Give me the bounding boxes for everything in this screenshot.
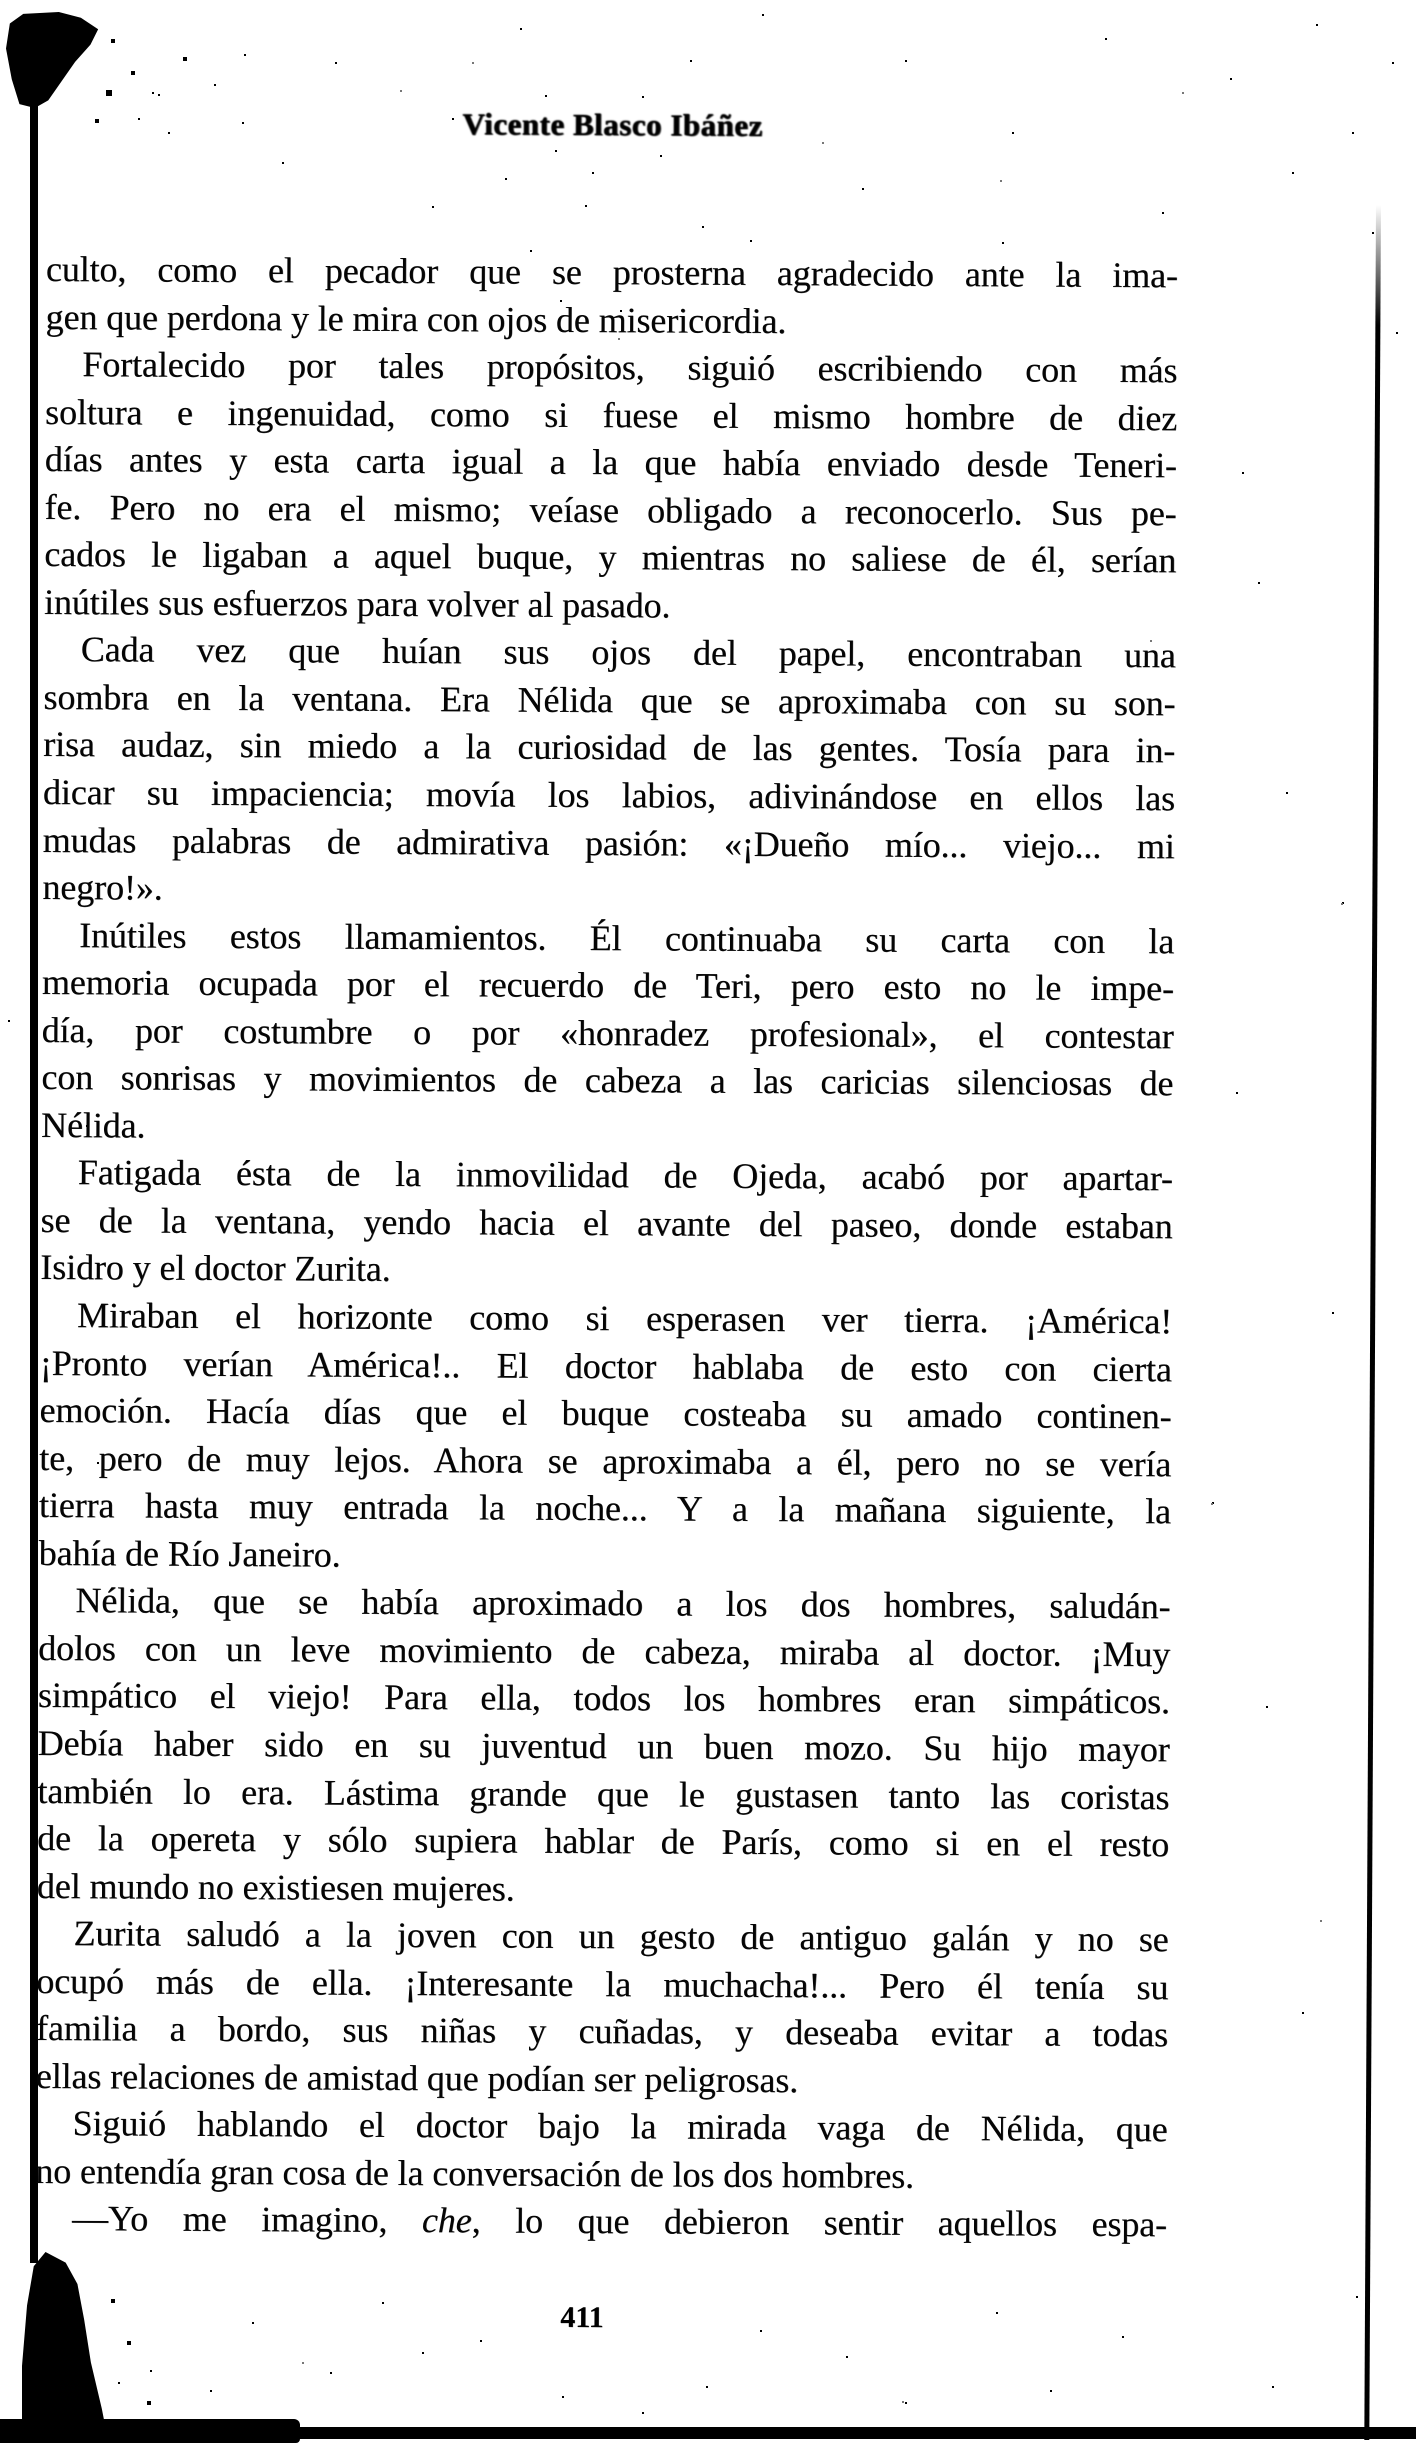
text-line: también lo era. Lástima grande que le gustasen tanto las coristas xyxy=(37,1770,1170,1817)
text-line: del mundo no existiesen mujeres. xyxy=(36,1865,515,1909)
paragraph xyxy=(36,1910,1169,2107)
text-line: día, por costumbre o por «honradez profesional», el contestar xyxy=(41,1009,1174,1057)
text-line: fe. Pero no era el mismo; veíase obligado a reconocerlo. Sus pe- xyxy=(44,486,1177,534)
text-line: con sonrisas y movimientos de cabeza a las caricias silenciosas de xyxy=(41,1057,1174,1104)
text-line: emoción. Hacía días que el buque costeaba su amado continen- xyxy=(39,1390,1172,1437)
body-text xyxy=(35,246,1178,2249)
text-line: culto, como el pecador que se prosterna agradecido ante la ima- xyxy=(45,248,1178,296)
paragraph xyxy=(35,2100,1168,2201)
text-line: Siguió hablando el doctor bajo la mirada vaga de Nélida, que xyxy=(72,2103,1168,2150)
text-line: risa audaz, sin miedo a la curiosidad de las gentes. Tosía para in- xyxy=(43,724,1176,771)
dialogue-suffix: , lo que debieron sentir aquellos espa- xyxy=(471,2200,1168,2245)
paragraph-dialogue xyxy=(35,2195,1167,2249)
text-line: gen que perdona y le mira con ojos de misericordia. xyxy=(45,296,787,341)
text-line: ocupó más de ella. ¡Interesante la muchacha!... Pero él tenía su xyxy=(36,1960,1169,2007)
text-line: Nélida, que se había aproximado a los dos hombres, saludán- xyxy=(75,1580,1171,1627)
text-line: soltura e ingenuidad, como si fuese el mismo hombre de diez xyxy=(44,391,1178,438)
paragraph xyxy=(42,626,1176,918)
text-line: se de la ventana, yendo hacia el avante del paseo, donde estaban xyxy=(40,1199,1173,1247)
text-line: dolos con un leve movimiento de cabeza, miraba al doctor. ¡Muy xyxy=(38,1627,1171,1675)
page-number: 411 xyxy=(560,2300,604,2335)
text-line: te, pero de muy lejos. Ahora se aproximaba a él, pero no se vería xyxy=(39,1437,1172,1484)
dialogue-prefix: —Yo me imagino, xyxy=(71,2198,423,2241)
paragraph xyxy=(44,341,1178,633)
text-line: no entendía gran cosa de la conversación de los dos hombres. xyxy=(35,2150,915,2196)
text-line: mudas palabras de admirativa pasión: «¡Dueño mío... viejo... mi xyxy=(42,819,1175,866)
text-line: Nélida. xyxy=(41,1104,146,1146)
text-line: Debía haber sido en su juventud un buen mozo. Su hijo mayor xyxy=(37,1722,1170,1770)
text-line: bahía de Río Janeiro. xyxy=(38,1532,341,1575)
text-line: cados le ligaban a aquel buque, y mientras no saliese de él, serían xyxy=(44,534,1177,581)
text-line: Fatigada ésta de la inmovilidad de Ojeda, acabó por apartar- xyxy=(77,1152,1173,1199)
text-line: inútiles sus esfuerzos para volver al pasado. xyxy=(43,581,671,626)
text-line: Miraban el horizonte como si esperasen ver tierra. ¡América! xyxy=(76,1295,1173,1342)
dialogue-italic-word: che xyxy=(421,2200,472,2241)
paragraph xyxy=(40,1149,1173,1298)
paragraph xyxy=(41,912,1174,1156)
text-line: Fortalecido por tales propósitos, siguió escribiendo con más xyxy=(82,344,1178,391)
text-line: ellas relaciones de amistad que podían ser peligrosas. xyxy=(35,2055,799,2100)
text-line: ¡Pronto verían América!.. El doctor hablaba de esto con cierta xyxy=(39,1342,1172,1389)
paragraph xyxy=(39,1292,1173,1584)
text-line: sombra en la ventana. Era Nélida que se aproximaba con su son- xyxy=(43,676,1176,724)
text-line: Cada vez que huían sus ojos del papel, encontraban una xyxy=(80,629,1176,676)
running-header-author: Vicente Blasco Ibáñez xyxy=(462,106,763,143)
text-line: simpático el viejo! Para ella, todos los hombres eran simpáticos. xyxy=(37,1675,1171,1722)
text-line: tierra hasta muy entrada la noche... Y a la mañana siguiente, la xyxy=(38,1485,1172,1532)
text-line: memoria ocupada por el recuerdo de Teri, pero esto no le impe- xyxy=(41,962,1175,1009)
text-line: dicar su impaciencia; movía los labios, adivinándose en ellos las xyxy=(42,771,1176,819)
text-line: Isidro y el doctor Zurita. xyxy=(40,1247,391,1290)
paragraph xyxy=(37,1577,1171,1916)
text-line: Inútiles estos llamamientos. Él continuaba su carta con la xyxy=(79,914,1175,961)
text-line: Zurita saludó a la joven con un gesto de antiguo galán y no se xyxy=(73,1913,1169,1960)
paragraph xyxy=(45,246,1178,347)
text-line: días antes y esta carta igual a la que había enviado desde Teneri- xyxy=(44,439,1177,486)
text-line: negro!». xyxy=(42,867,163,908)
text-line: familia a bordo, sus niñas y cuñadas, y deseaba evitar a todas xyxy=(35,2008,1169,2055)
text-line: de la opereta y sólo supiera hablar de París, como si en el resto xyxy=(37,1818,1170,1865)
text-line xyxy=(35,2195,1167,2249)
